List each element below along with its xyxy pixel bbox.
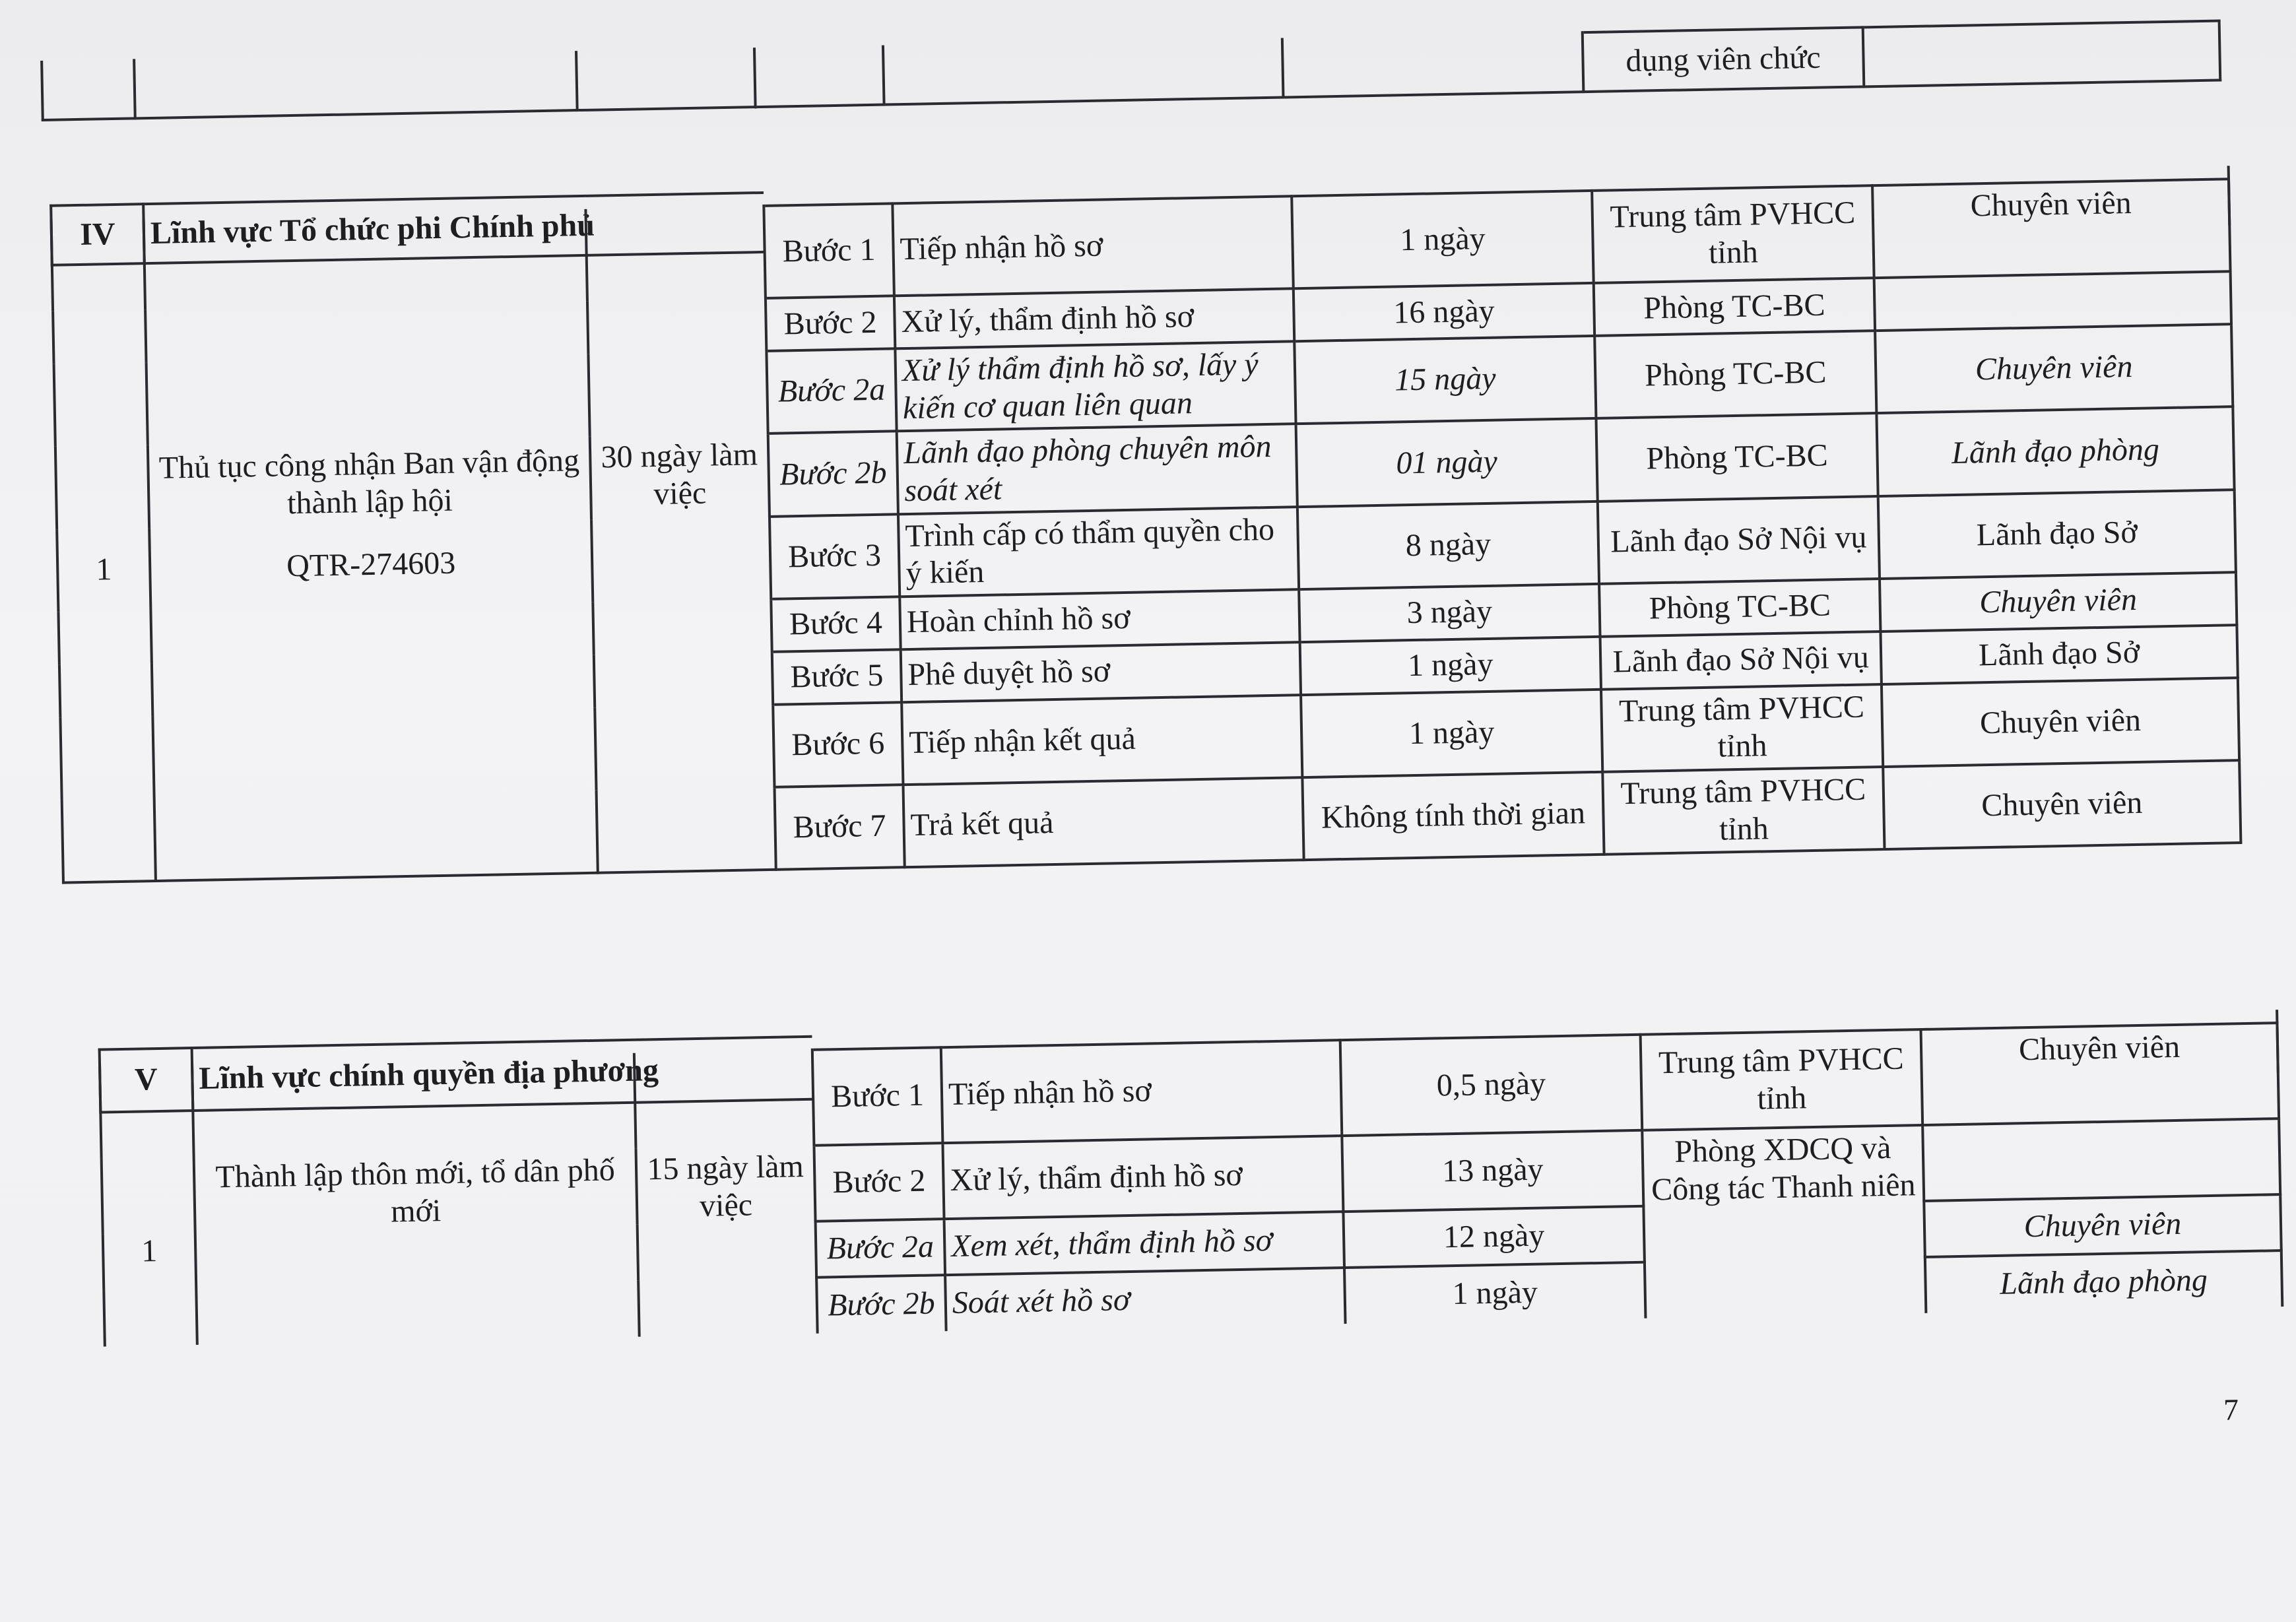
previous-table-fragment <box>40 19 2221 121</box>
step-label: Bước 3 <box>770 514 900 599</box>
step-unit: Trung tâm PVHCC tỉnh <box>1601 684 1883 772</box>
step-label: Bước 2 <box>766 296 895 351</box>
step-unit: Phòng TC-BC <box>1594 278 1875 336</box>
step-role: Lãnh đạo phòng <box>1925 1250 2282 1313</box>
procedure-name: Thành lập thôn mới, tổ dân phố mới <box>194 1149 640 1345</box>
step-time: 13 ngày <box>1342 1130 1643 1212</box>
procedure-name: Thủ tục công nhận Ban vận động thành lập hội <box>158 443 580 521</box>
procedure-duration: 15 ngày làm việc <box>636 1146 818 1337</box>
step-task: Xử lý, thẩm định hồ sơ <box>942 1136 1343 1219</box>
step-time: 8 ngày <box>1297 501 1599 589</box>
step-time: 12 ngày <box>1343 1206 1644 1268</box>
step-unit: Phòng TC-BC <box>1596 413 1878 501</box>
step-role: Lãnh đạo Sở <box>1880 625 2237 684</box>
step-label: Bước 6 <box>773 702 903 787</box>
step-unit: Phòng TC-BC <box>1599 579 1880 637</box>
step-label: Bước 7 <box>774 785 904 870</box>
step-time: 3 ngày <box>1299 584 1600 642</box>
step-role: Lãnh đạo Sở <box>1878 490 2236 579</box>
step-role <box>1922 1119 2280 1201</box>
step-unit: Phòng XDCQ và Công tác Thanh niên <box>1642 1125 1926 1318</box>
section-iv-steps-table <box>49 178 2242 884</box>
procedure-index: 1 <box>57 528 150 612</box>
step-task: Xem xét, thẩm định hồ sơ <box>944 1212 1344 1275</box>
step-role: Chuyên viên <box>1883 760 2241 849</box>
step-unit: Lãnh đạo Sở Nội vụ <box>1598 496 1880 584</box>
step-role <box>1874 271 2231 331</box>
step-task: Hoàn chỉnh hồ sơ <box>900 589 1299 649</box>
page-number: 7 <box>2223 1392 2239 1427</box>
step-unit: Lãnh đạo Sở Nội vụ <box>1600 632 1882 690</box>
step-time: 1 ngày <box>1292 191 1593 288</box>
step-role: Chuyên viên <box>1875 324 2233 413</box>
step-label: Bước 5 <box>772 649 902 705</box>
section-v-steps-table <box>98 1022 2283 1346</box>
step-task: Tiếp nhận hồ sơ <box>941 1040 1342 1143</box>
fragment-cell: dụng viên chức <box>1583 27 1864 92</box>
document-sheet <box>40 0 2285 1590</box>
step-time: 1 ngày <box>1344 1262 1645 1324</box>
step-role: Chuyên viên <box>1924 1194 2281 1257</box>
step-time: 15 ngày <box>1294 336 1596 424</box>
section-v-number: V <box>100 1048 193 1113</box>
step-label: Bước 1 <box>812 1047 943 1146</box>
step-label: Bước 1 <box>764 203 894 298</box>
procedure-index: 1 <box>102 1157 197 1347</box>
step-label: Bước 4 <box>771 597 900 652</box>
section-iv-number: IV <box>51 204 145 265</box>
step-time: 1 ngày <box>1300 637 1601 695</box>
step-role: Chuyên viên <box>1880 572 2237 632</box>
step-role: Lãnh đạo phòng <box>1876 406 2234 496</box>
step-label: Bước 2a <box>816 1219 946 1278</box>
step-role: Chuyên viên <box>1882 678 2239 767</box>
step-task: Xử lý thẩm định hồ sơ, lấy ý kiến cơ quan liên quan <box>895 341 1296 431</box>
step-task: Tiếp nhận hồ sơ <box>892 196 1293 296</box>
step-label: Bước 2 <box>814 1143 944 1221</box>
step-label: Bước 2a <box>766 348 896 434</box>
step-task: Phê duyệt hồ sơ <box>901 642 1301 702</box>
step-task: Trả kết quả <box>903 777 1303 867</box>
step-time: Không tính thời gian <box>1302 772 1604 860</box>
step-role: Chuyên viên <box>1921 1023 2280 1125</box>
step-task: Trình cấp có thẩm quyền cho ý kiến <box>898 507 1299 597</box>
procedure-code: QTR-274603 <box>286 545 456 583</box>
step-task: Xử lý, thẩm định hồ sơ <box>894 288 1294 348</box>
step-time: 0,5 ngày <box>1340 1035 1643 1136</box>
step-unit: Trung tâm PVHCC tỉnh <box>1602 767 1884 855</box>
step-unit: Trung tâm PVHCC tỉnh <box>1592 185 1874 283</box>
section-v-title: Lĩnh vực chính quyền địa phương <box>192 1037 814 1111</box>
step-label: Bước 2b <box>768 432 898 517</box>
step-time: 1 ngày <box>1301 690 1602 778</box>
step-task: Tiếp nhận kết quả <box>902 695 1302 785</box>
step-unit: Trung tâm PVHCC tỉnh <box>1641 1029 1923 1130</box>
step-task: Lãnh đạo phòng chuyên môn soát xét <box>897 424 1297 513</box>
section-iv-title: Lĩnh vực Tổ chức phi Chính phủ <box>143 193 765 263</box>
step-label: Bước 2b <box>816 1275 946 1334</box>
step-time: 16 ngày <box>1294 283 1594 341</box>
step-time: 01 ngày <box>1296 418 1598 507</box>
step-unit: Phòng TC-BC <box>1594 331 1876 418</box>
step-role: Chuyên viên <box>1872 179 2230 278</box>
step-task: Soát xét hồ sơ <box>945 1268 1345 1331</box>
procedure-duration: 30 ngày làm việc <box>590 434 771 602</box>
